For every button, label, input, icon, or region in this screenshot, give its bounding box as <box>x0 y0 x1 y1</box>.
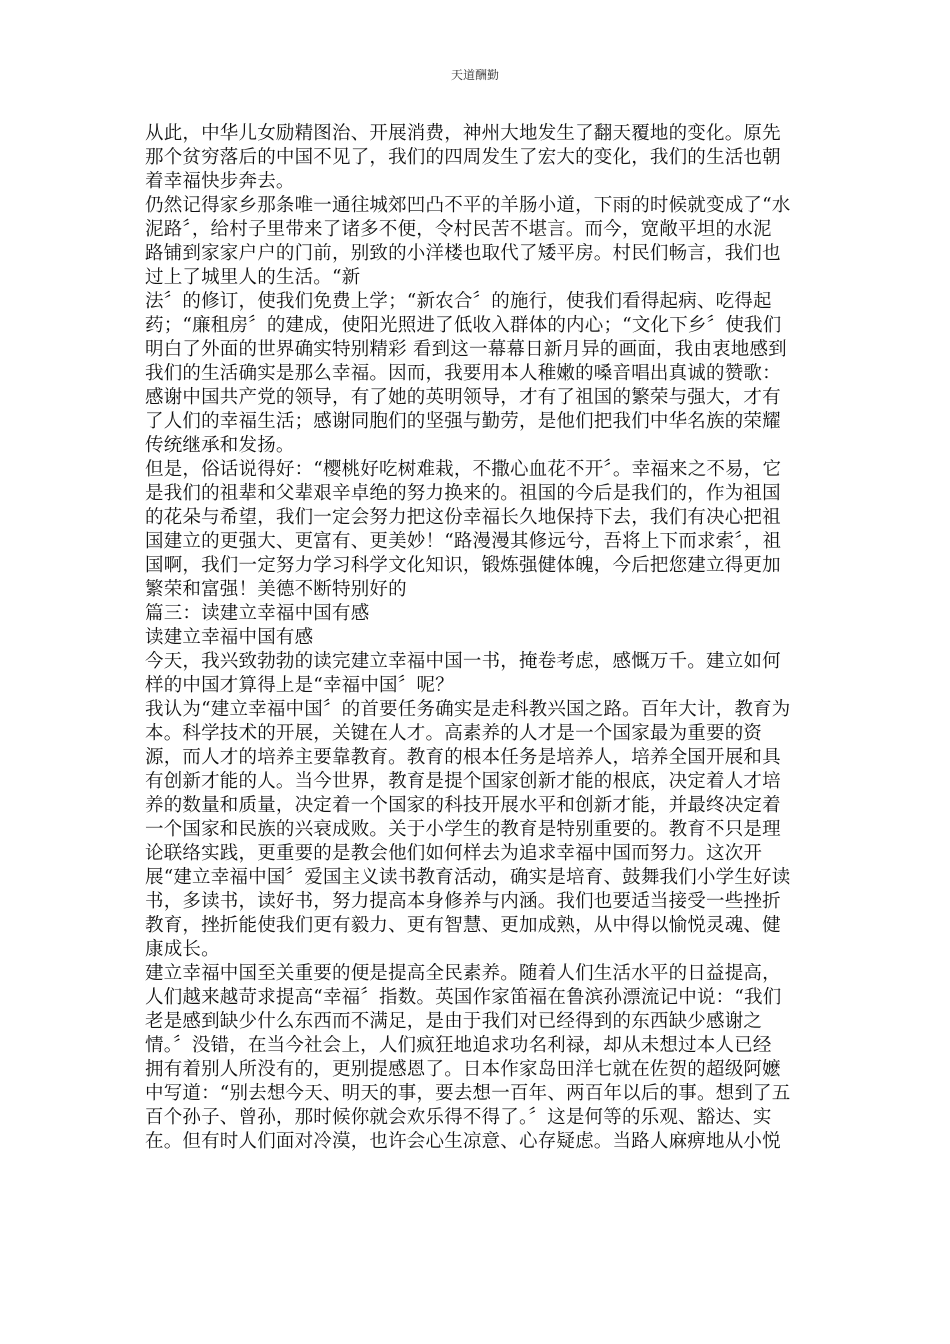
text-line: 养的数量和质量，决定着一个国家的科技开展水平和创新才能，并最终决定着 <box>145 795 781 816</box>
text-line: 在。但有时人们面对冷漠，也许会心生凉意、心存疑虑。当路人麻痹地从小悦 <box>145 1131 781 1152</box>
text-line: 百个孙子、曾孙，那时候你就会欢乐得不得了。〞这是何等的乐观、豁达、实 <box>145 1107 772 1128</box>
text-line: 传统继承和发扬。 <box>145 435 295 456</box>
article-title: 读建立幸福中国有感 <box>145 627 314 648</box>
text-line: 那个贫穷落后的中国不见了，我们的四周发生了宏大的变化，我们的生活也朝 <box>145 147 781 168</box>
text-line: 一个国家和民族的兴衰成败。关于小学生的教育是特别重要的。教育不只是理 <box>145 819 781 840</box>
text-line: 着幸福快步奔去。 <box>145 171 295 192</box>
text-line: 样的中国才算得上是“幸福中国〞呢？ <box>145 675 454 696</box>
text-line: 康成长。 <box>145 939 220 960</box>
text-line: 感谢中国共产党的领导，有了她的英明领导，才有了祖国的繁荣与强大，才有 <box>145 387 781 408</box>
text-line: 了人们的幸福生活；感谢同胞们的坚强与勤劳，是他们把我们中华名族的荣耀 <box>145 411 781 432</box>
text-line: 的花朵与希望，我们一定会努力把这份幸福长久地保持下去，我们有决心把祖 <box>145 507 781 528</box>
text-line: 展“建立幸福中国〞爱国主义读书教育活动，确实是培育、鼓舞我们小学生好读 <box>145 867 791 888</box>
text-line: 老是感到缺少什么东西而不满足，是由于我们对已经得到的东西缺少感谢之 <box>145 1011 763 1032</box>
text-line: 教育，挫折能使我们更有毅力、更有智慧、更加成熟，从中得以愉悦灵魂、健 <box>145 915 781 936</box>
text-line: 仍然记得家乡那条唯一通往城郊凹凸不平的羊肠小道，下雨的时候就变成了“水 <box>145 195 791 216</box>
text-line: 我们的生活确实是那么幸福。因而，我要用本人稚嫩的嗓音唱出真诚的赞歌： <box>145 363 781 384</box>
text-line: 泥路〞，给村子里带来了诸多不便，令村民苦不堪言。而今，宽敞平坦的水泥 <box>145 219 772 240</box>
text-line: 有创新才能的人。当今世界，教育是提个国家创新才能的根底，决定着人才培 <box>145 771 781 792</box>
text-line: 国建立的更强大、更富有、更美妙！“路漫漫其修远兮，吾将上下而求索〞，祖 <box>145 531 782 552</box>
document-body <box>145 122 807 1154</box>
text-line: 是我们的祖辈和父辈艰辛卓绝的努力换来的。祖国的今后是我们的，作为祖国 <box>145 483 781 504</box>
text-line: 我认为“建立幸福中国〞的首要任务确实是走科教兴国之路。百年大计，教育为 <box>145 699 791 720</box>
text-line: 从此，中华儿女励精图治、开展消费，神州大地发生了翻天覆地的变化。原先 <box>145 123 781 144</box>
text-line: 繁荣和富强！美德不断特别好的 <box>145 579 407 600</box>
section-heading: 篇三：读建立幸福中国有感 <box>145 603 370 624</box>
text-line: 论联络实践，更重要的是教会他们如何样去为追求幸福中国而努力。这次开 <box>145 843 763 864</box>
text-line: 国啊，我们一定努力学习科学文化知识，锻炼强健体魄，今后把您建立得更加 <box>145 555 781 576</box>
text-line: 拥有着别人所没有的，更别提感恩了。日本作家岛田洋七就在佐贺的超级阿嬷 <box>145 1059 781 1080</box>
text-line: 中写道：“别去想今天、明天的事，要去想一百年、两百年以后的事。想到了五 <box>145 1083 791 1104</box>
text-line: 过上了城里人的生活。“新 <box>145 267 361 288</box>
text-line: 药；“廉租房〞的建成，使阳光照进了低收入群体的内心；“文化下乡〞使我们 <box>145 315 782 336</box>
text-line: 建立幸福中国至关重要的便是提高全民素养。随着人们生活水平的日益提高， <box>145 963 781 984</box>
text-line: 路铺到家家户户的门前，别致的小洋楼也取代了矮平房。村民们畅言，我们也 <box>145 243 781 264</box>
text-line: 情。〞没错，在当今社会上，人们疯狂地追求功名利禄，却从未想过本人已经 <box>145 1035 772 1056</box>
text-line: 人们越来越苛求提高“幸福〞指数。英国作家笛福在鲁滨孙漂流记中说：“我们 <box>145 987 782 1008</box>
text-line: 今天，我兴致勃勃的读完建立幸福中国一书，掩卷考虑，感慨万千。建立如何 <box>145 651 781 672</box>
text-line: 法〞的修订，使我们免费上学；“新农合〞的施行，使我们看得起病、吃得起 <box>145 291 772 312</box>
text-line: 本。科学技术的开展，关键在人才。高素养的人才是一个国家最为重要的资 <box>145 723 763 744</box>
text-line: 书，多读书，读好书，努力提高本身修养与内涵。我们也要适当接受一些挫折 <box>145 891 781 912</box>
text-line: 明白了外面的世界确实特别精彩 看到这一幕幕日新月异的画面，我由衷地感到 <box>145 339 787 360</box>
text-line: 但是，俗话说得好：“樱桃好吃树难栽，不撒心血花不开〞。幸福来之不易，它 <box>145 459 782 480</box>
page-header: 天道酬勤 <box>450 68 499 82</box>
text-line: 源，而人才的培养主要靠教育。教育的根本任务是培养人，培养全国开展和具 <box>145 747 781 768</box>
